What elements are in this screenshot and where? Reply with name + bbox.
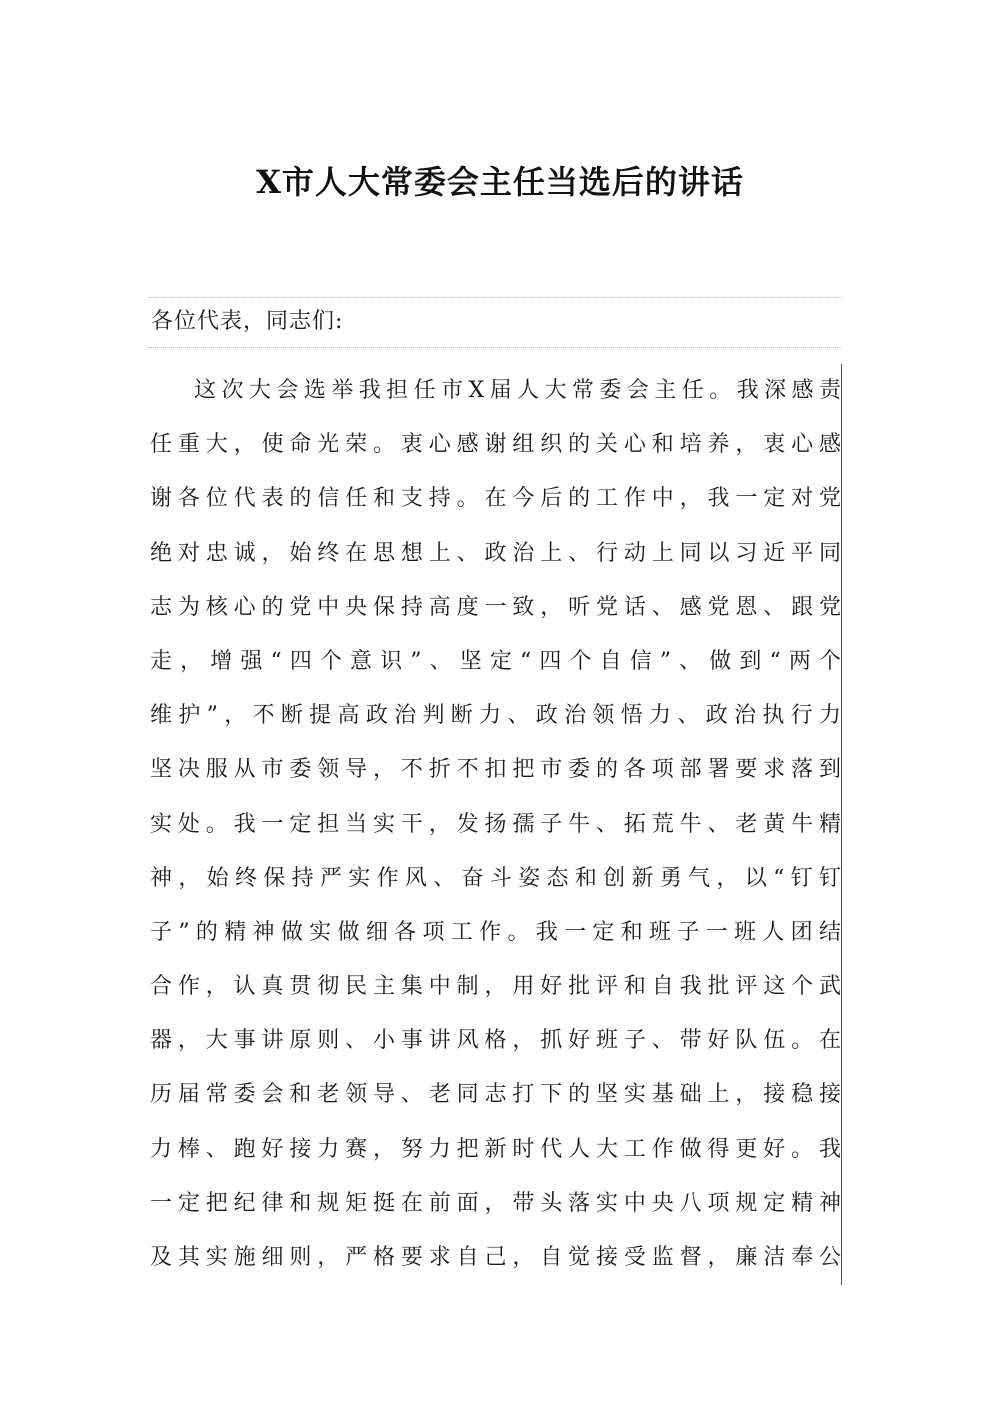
document-title: X市人大常委会主任当选后的讲话	[256, 163, 744, 201]
text-line: 走，增强“四个意识”、坚定“四个自信”、做到“两个	[150, 635, 842, 689]
text-line: 志为核心的党中央保持高度一致，听党话、感党恩、跟党	[150, 581, 842, 635]
text-line: 实处。我一定担当实干，发扬孺子牛、拓荒牛、老黄牛精	[150, 798, 842, 852]
text-line: 维护”，不断提高政治判断力、政治领悟力、政治执行力	[150, 689, 842, 743]
text-line: 任重大，使命光荣。衷心感谢组织的关心和培养，衷心感	[150, 418, 842, 472]
text-line: 器，大事讲原则、小事讲风格，抓好班子、带好队伍。在	[150, 1014, 842, 1068]
text-line: 合作，认真贯彻民主集中制，用好批评和自我批评这个武	[150, 960, 842, 1014]
text-line: 力棒、跑好接力赛，努力把新时代人大工作做得更好。我	[150, 1123, 842, 1177]
text-line: 历届常委会和老领导、老同志打下的坚实基础上，接稳接	[150, 1068, 842, 1122]
text-line: 及其实施细则，严格要求自己，自觉接受监督，廉洁奉公	[150, 1231, 842, 1285]
speech-body	[150, 364, 842, 1285]
salutation-box	[148, 297, 842, 348]
text-line: 这次大会选举我担任市X届人大常委会主任。我深感责	[150, 364, 842, 418]
text-line: 谢各位代表的信任和支持。在今后的工作中，我一定对党	[150, 472, 842, 526]
text-line: 坚决服从市委领导，不折不扣把市委的各项部署要求落到	[150, 743, 842, 797]
text-line: 子”的精神做实做细各项工作。我一定和班子一班人团结	[150, 906, 842, 960]
text-line: 神，始终保持严实作风、奋斗姿态和创新勇气，以“钉钉	[150, 852, 842, 906]
text-line: 绝对忠诚，始终在思想上、政治上、行动上同以习近平同	[150, 527, 842, 581]
text-line: 一定把纪律和规矩挺在前面，带头落实中央八项规定精神	[150, 1177, 842, 1231]
salutation: 各位代表，同志们:	[151, 309, 344, 334]
